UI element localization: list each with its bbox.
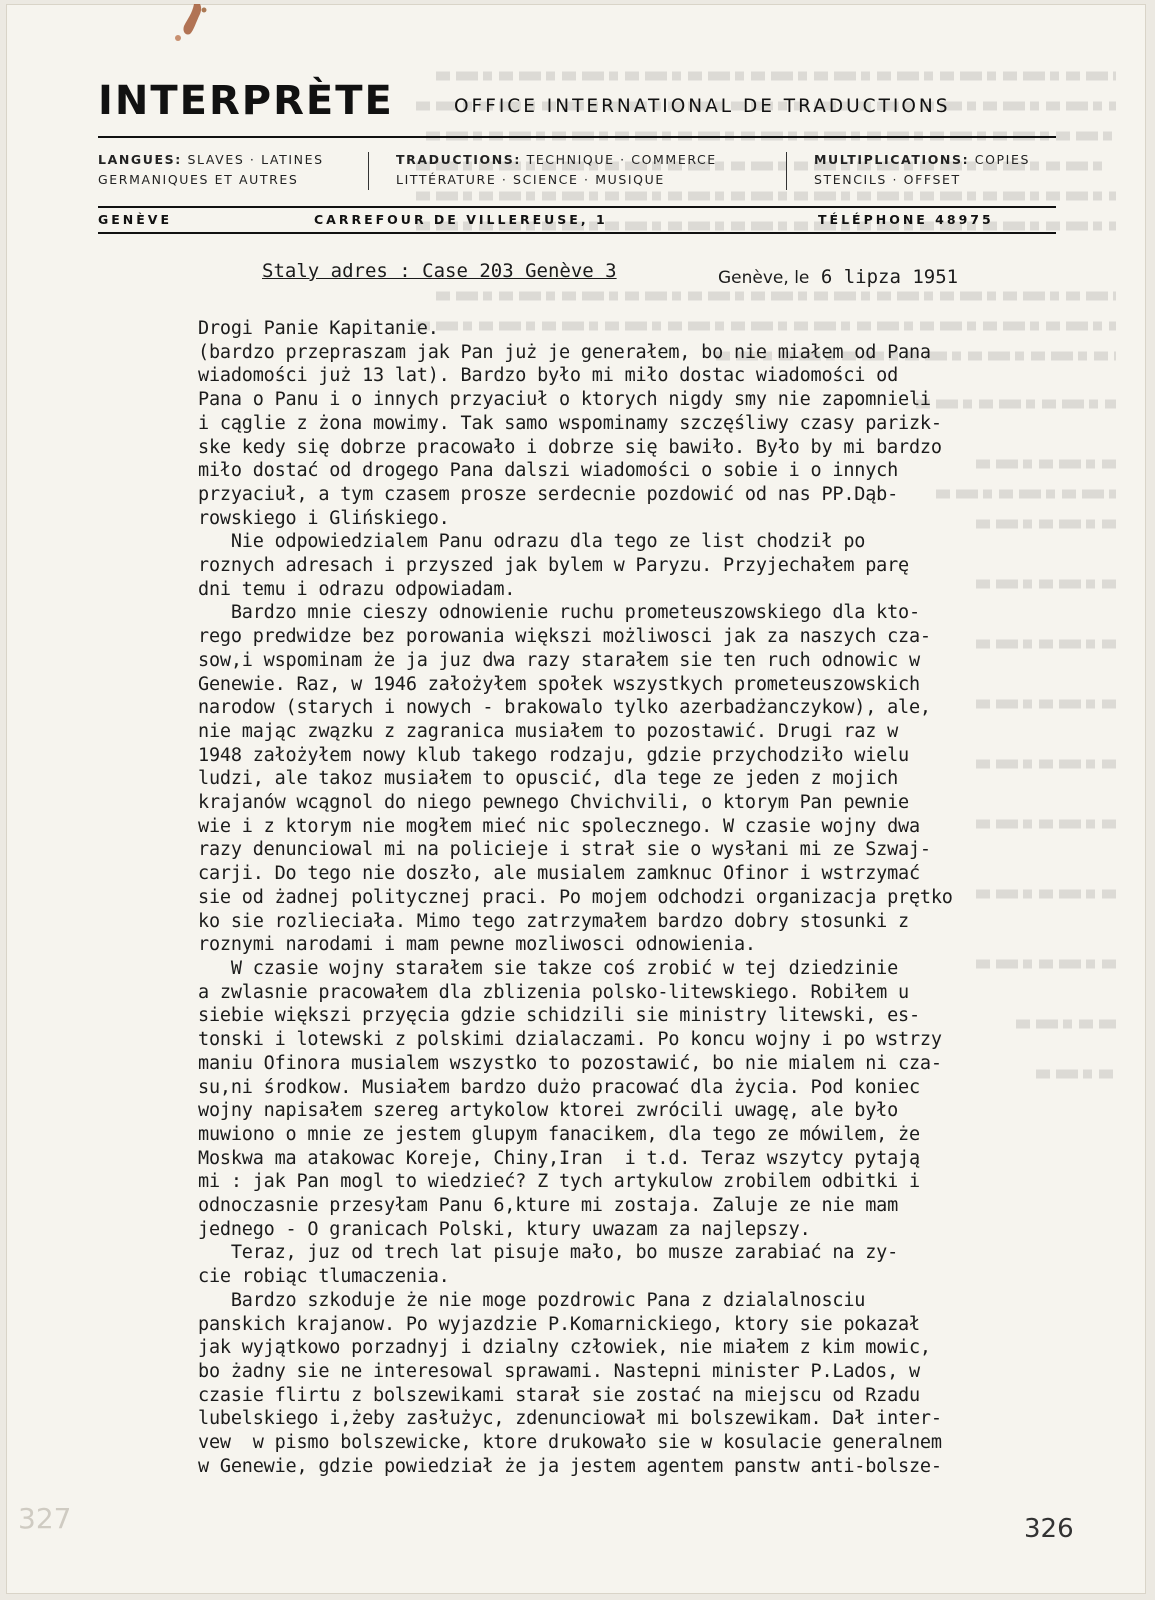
letter-line: muwiono o mnie ze jestem glupym fanacikem, dla tego ze mówilem, że — [198, 1123, 920, 1145]
letter-line: rowskiego i Glińskiego. — [198, 507, 450, 529]
languages-block — [98, 150, 324, 190]
letter-line: czasie flirtu z bolszewikami starał sie zostać na miejscu od Rzadu — [198, 1384, 920, 1406]
letter-line: roznych adresach i przyszed jak bylem w Paryzu. Przyjechałem parę — [198, 555, 909, 577]
letter-line: mi : jak Pan mogl to wiedzieć? Z tych artykulow zrobilem odbitki i — [198, 1171, 920, 1193]
letter-line: lubelskiego i,żeby zasłużyc, zdenunciował mi bolszewikam. Dał inter- — [198, 1408, 942, 1430]
letterhead-street: CARREFOUR DE VILLEREUSE, 1 — [314, 212, 608, 227]
letter-page — [6, 4, 1146, 1594]
letter-line: W czasie wojny starałem sie takze coś zrobić w tej dziedzinie — [198, 957, 899, 979]
letterhead-rule-bottom — [98, 232, 1056, 234]
translations-label: TRADUCTIONS: — [396, 152, 521, 167]
letter-line: cie robiąc tlumaczenia. — [198, 1266, 450, 1288]
letter-line: sie od żadnej politycznej praci. Po mojem odchodzi organizacja prętko — [198, 886, 953, 908]
letter-line: Drogi Panie Kapitanie. — [198, 318, 439, 339]
ghost-page-mark: 327 — [18, 1502, 72, 1535]
letter-line: krajanów wcągnol do niego pewnego Chvichvili, o ktorym Pan pewnie — [198, 792, 909, 814]
letter-line: (bardzo przepraszam jak Pan już je generałem, bo nie miałem od Pana — [198, 341, 931, 363]
letter-line: Moskwa ma atakowac Koreje, Chiny,Iran i t.d. Teraz wszytcy pytają — [198, 1147, 920, 1169]
company-tagline: OFFICE INTERNATIONAL DE TRADUCTIONS — [454, 96, 951, 117]
letter-line: 1948 założyłem nowy klub takego rodzaju, gdzie przychodziło wielu — [198, 744, 909, 766]
letter-line: su,ni środkow. Musiałem bardzo dużo pracować dla życia. Pod koniec — [198, 1076, 920, 1098]
letter-line: siebie większi przyęcia gdzie schidzili sie ministry litewski, es- — [198, 1005, 920, 1027]
letter-line: w Genewie, gdzie powiedział że ja jestem agentem panstw anti-bolsze- — [198, 1455, 942, 1477]
letter-body — [198, 317, 1143, 1478]
letter-line: maniu Ofinora musialem wszystko to pozostawić, bo nie mialem ni cza- — [198, 1052, 942, 1074]
letter-line: jednego - O granicach Polski, ktury uwazam za najlepszy. — [198, 1218, 811, 1240]
letter-line: Teraz, juz od trech lat pisuje mało, bo musze zarabiać na zy- — [198, 1242, 899, 1264]
rust-stain — [166, 4, 226, 64]
letter-line: Genewie. Raz, w 1946 założyłem społek wszystkych prometeuszowskich — [198, 673, 920, 695]
letter-line: przyaciuł, a tym czasem prosze serdecnie pozdowić od nas PP.Dąb- — [198, 483, 899, 505]
letterhead-city: GENÈVE — [98, 212, 173, 227]
letter-line: carji. Do tego nie doszło, ale musialem zamknuc Ofinor i wstrzymać — [198, 863, 920, 885]
letter-line: roznymi narodami i mam pewne mozliwosci odnowienia. — [198, 934, 756, 956]
letter-line: ko sie rozlieciała. Mimo tego zatrzymałem bardzo dobry stosunki z — [198, 910, 909, 932]
multiplications-line-2: STENCILS · OFFSET — [814, 172, 961, 187]
letter-line: i cąglie z żona mowimy. Tak samo wspominamy szczęśliwy czasy parizk- — [198, 412, 942, 434]
letterhead-telephone: TÉLÉPHONE 48975 — [818, 212, 994, 227]
translations-block — [396, 150, 717, 190]
letter-line: miło dostać od drogego Pana dalszi wiadomości o sobie i o innych — [198, 460, 899, 482]
languages-label: LANGUES: — [98, 152, 182, 167]
letter-line: a zwlasnie pracowałem dla zblizenia polsko-litewskiego. Robiłem u — [198, 981, 909, 1003]
letter-line: wojny napisałem szereg artykolow ktorei zwrócili uwagę, ale było — [198, 1100, 899, 1122]
letter-line: sow,i wspominam że ja juz dwa razy starałem sie ten ruch odnowic w — [198, 649, 920, 671]
translations-line-1: TECHNIQUE · COMMERCE — [526, 152, 717, 167]
date-value: 6 lipza 1951 — [820, 266, 959, 288]
letter-line: ske kedy się dobrze pracowało i dobrze się bawiło. Było by mi bardzo — [198, 436, 942, 458]
letter-line: ludzi, ale takoz musiałem to opuscić, dla tege ze jeden z mojich — [198, 768, 899, 790]
letterhead-divider — [786, 152, 787, 190]
languages-line-1: SLAVES · LATINES — [187, 152, 324, 167]
multiplications-label: MULTIPLICATIONS: — [814, 152, 970, 167]
date-prefix: Genève, le — [718, 268, 810, 288]
letterhead-rule-top — [98, 136, 1056, 138]
page-number: 326 — [1024, 1514, 1074, 1544]
multiplications-line-1: COPIES — [974, 152, 1030, 167]
letter-line: Pana o Panu i o innych przyaciuł o ktorych nigdy smy nie zapomnieli — [198, 389, 931, 411]
company-name: INTERPRÈTE — [98, 78, 394, 124]
letter-line: Nie odpowiedzialem Panu odrazu dla tego ze list chodził po — [198, 531, 866, 553]
letter-line: odnoczasnie przesyłam Panu 6,kture mi zostaja. Zaluje ze nie mam — [198, 1195, 899, 1217]
letter-line: Bardzo szkoduje że nie moge pozdrowic Pana z dzialalnosciu — [198, 1289, 866, 1311]
letter-line: nie mając zwązku z zagranica musiałem to pozostawić. Drugi raz w — [198, 720, 899, 742]
translations-line-2: LITTÉRATURE · SCIENCE · MUSIQUE — [396, 172, 665, 187]
letterhead-rule-middle — [98, 206, 1056, 208]
multiplications-block — [814, 150, 1030, 190]
letter-line: vew w pismo bolszewicke, ktore drukowało sie w kosulacie generalnem — [198, 1432, 942, 1454]
languages-line-2: GERMANIQUES ET AUTRES — [98, 172, 299, 187]
letter-line: Bardzo mnie cieszy odnowienie ruchu prometeuszowskiego dla kto- — [198, 602, 920, 624]
letter-date — [718, 266, 958, 288]
letter-line: bo żadny sie ne interesowal sprawami. Nastepni minister P.Lados, w — [198, 1360, 920, 1382]
letter-line: rego predwidze bez porowania większi możliwosci jak za naszych cza- — [198, 626, 931, 648]
letter-line: dni temu i odrazu odpowiadam. — [198, 578, 516, 600]
letter-line: razy denunciowal mi na policieje i strał sie o wysłani mi ze Szwaj- — [198, 839, 931, 861]
letter-line: wiadomości już 13 lat). Bardzo było mi miło dostac wiadomości od — [198, 365, 899, 387]
letter-line: wie i z ktorym nie mogłem mieć nic spolecznego. W czasie wojny dwa — [198, 815, 920, 837]
letterhead-divider — [368, 152, 369, 190]
letter-line: narodow (starych i nowych - brakowalo tylko azerbadżanczykow), ale, — [198, 697, 931, 719]
return-address: Staly adres : Case 203 Genève 3 — [262, 260, 617, 282]
letter-line: panskich krajanow. Po wyjazdzie P.Komarnickiego, ktory sie pokazał — [198, 1313, 920, 1335]
letter-line: jak wyjątkowo porzadnyj i dzialny człowiek, nie miałem z kim mowic, — [198, 1337, 931, 1359]
letter-line: tonski i lotewski z polskimi dzialaczami. Po koncu wojny i po wstrzy — [198, 1029, 942, 1051]
